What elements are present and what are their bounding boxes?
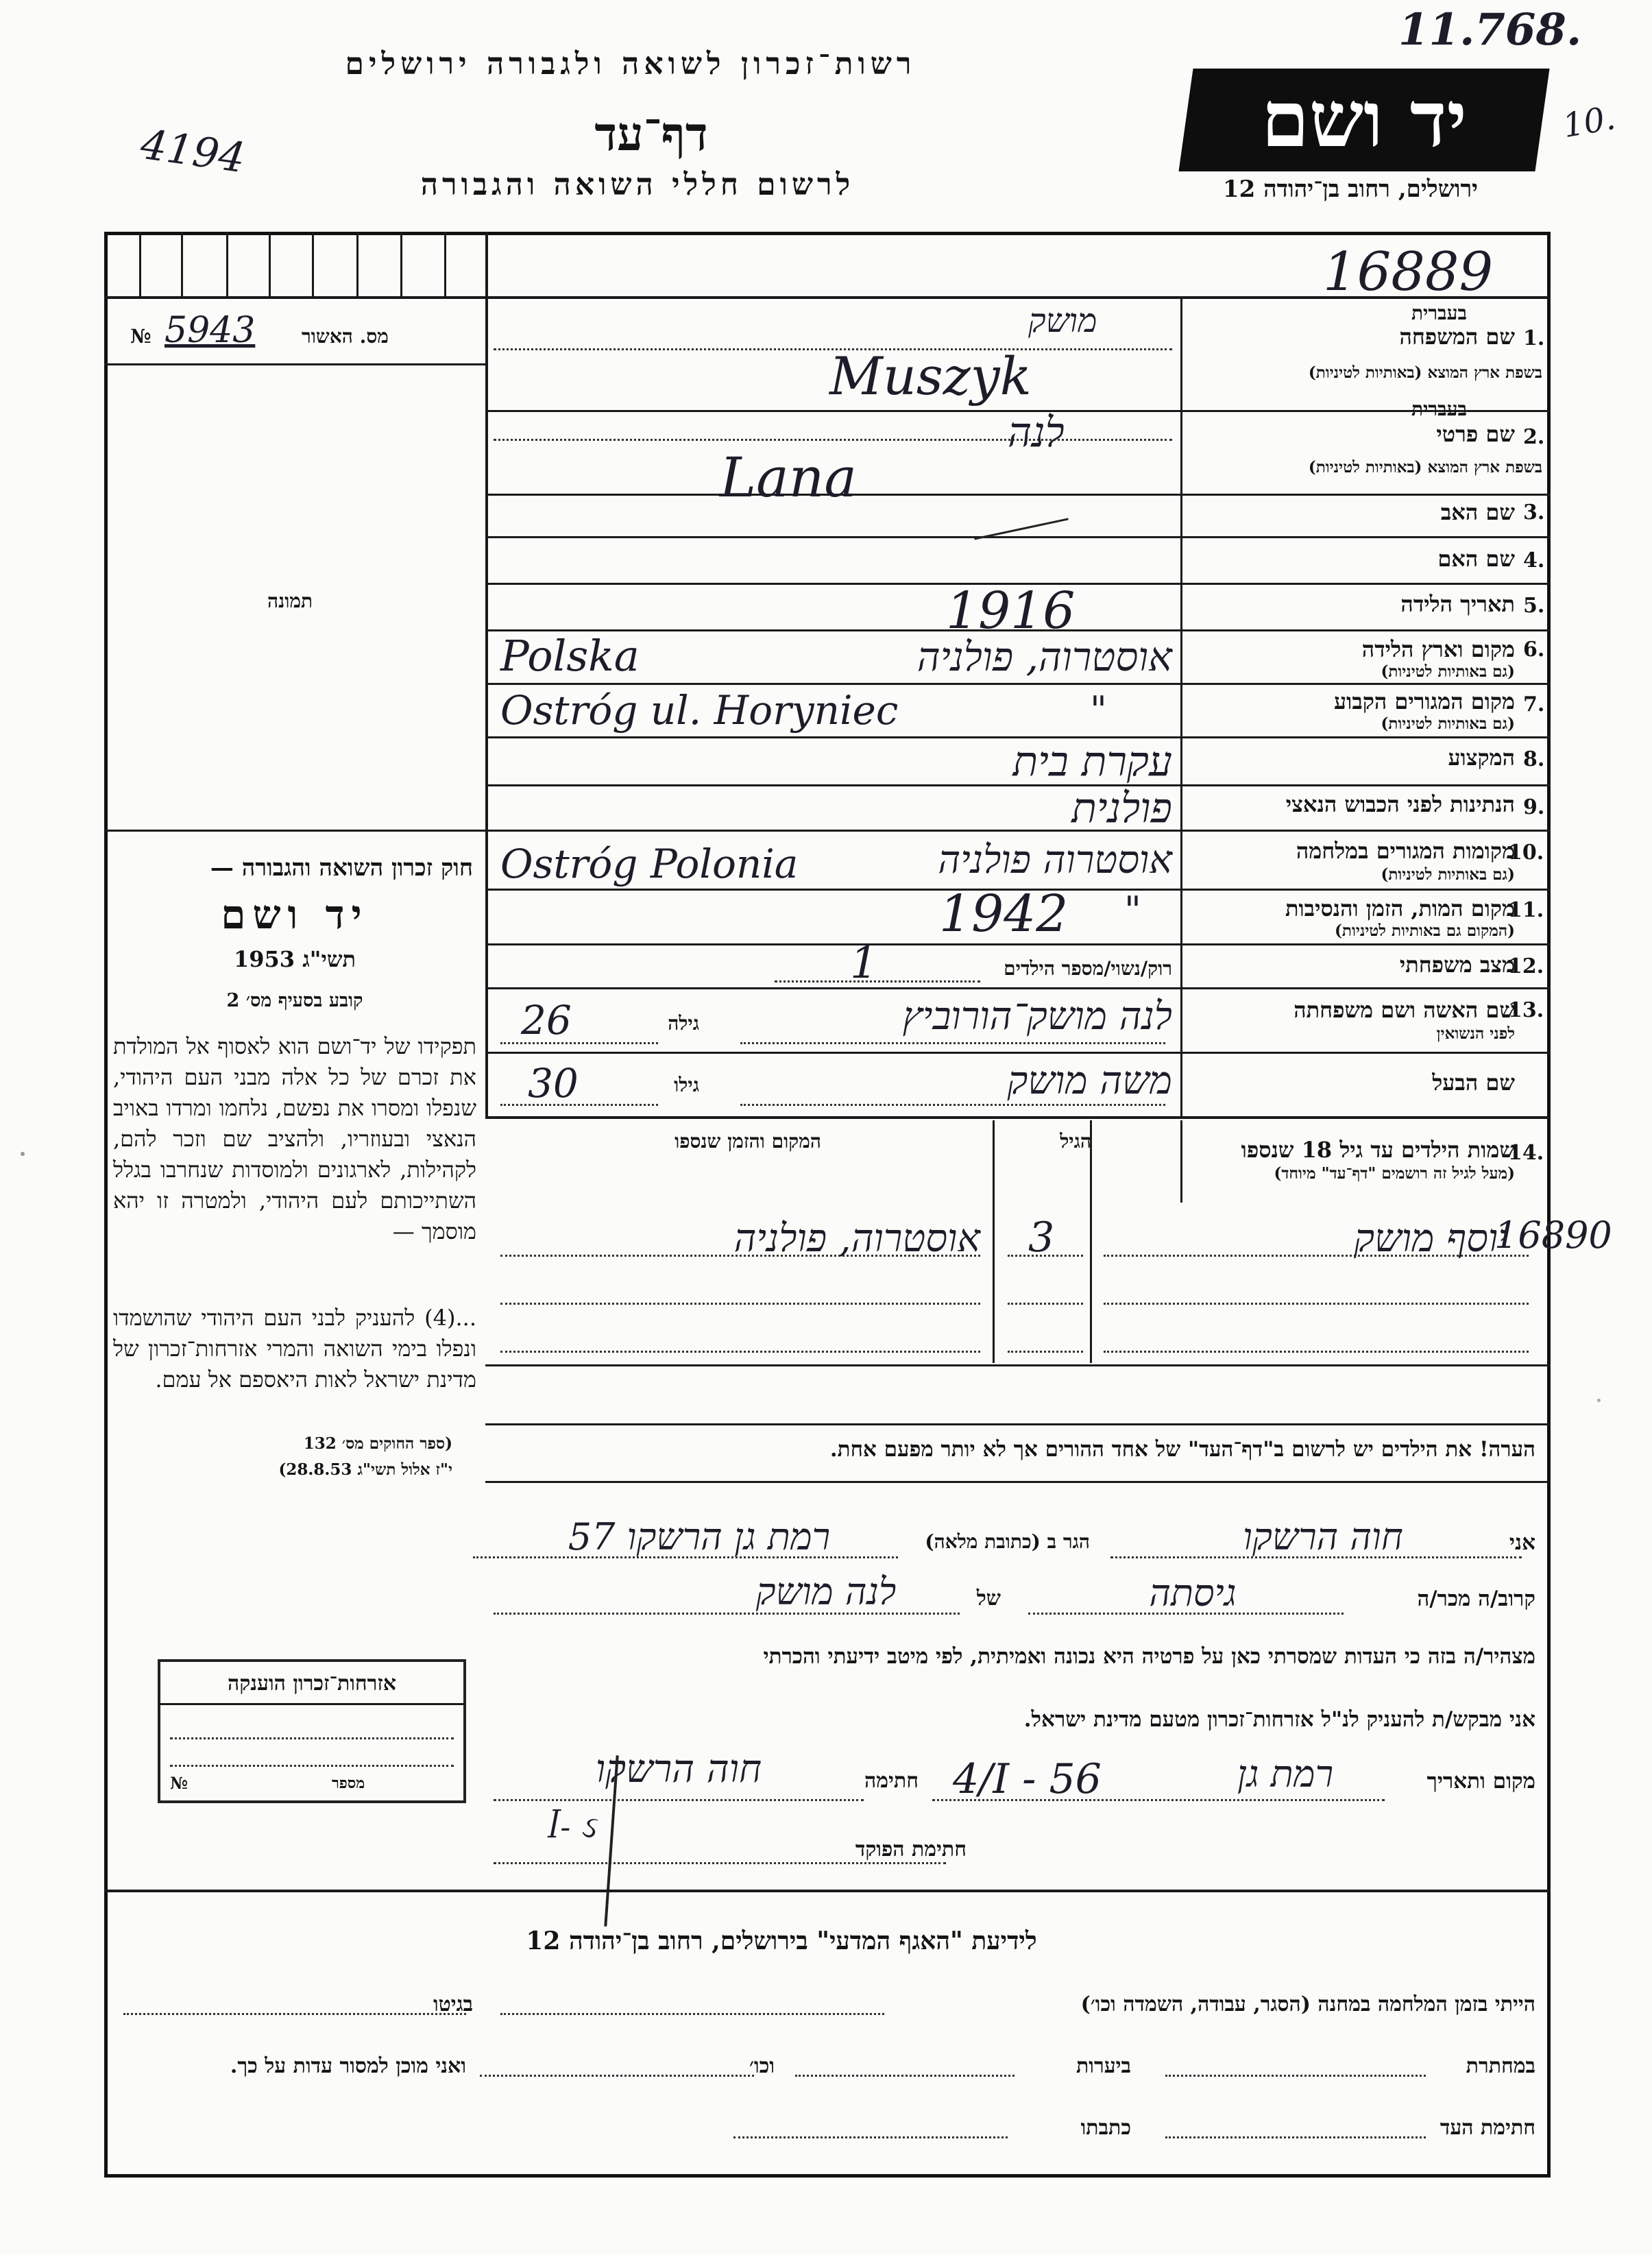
field-11-sub: (המקום גם באותיות לטיניות)	[1335, 921, 1515, 940]
authority-name: רשות־זכרון לשואה ולגבורה ירושלים	[345, 47, 916, 82]
declaration-statement: מצהיר/ה בזה כי העדות שמסרתי כאן על פרטיה היא נכונה ואמיתית, לפי מיטב ידיעתי והכרתי	[763, 1644, 1535, 1669]
field-3-label: שם האב	[1440, 499, 1515, 525]
page-title: דף־עד	[594, 107, 708, 162]
speck	[1597, 1399, 1601, 1402]
husband-age-value: 30	[528, 1060, 579, 1107]
footer-line2-c: וכו׳	[749, 2054, 775, 2078]
declaration-address: רמת גן הרשקו 57	[568, 1515, 831, 1558]
declaration-of-name: לנה מושק	[755, 1570, 897, 1613]
husband-label: שם הבעל	[1432, 1070, 1515, 1096]
law-name: יד ושם	[221, 891, 369, 938]
declaration-signature: חוה הרשקו	[595, 1747, 762, 1792]
logo-text: יד ושם	[1261, 75, 1468, 165]
declaration-officer-label: חתימת הפוקד	[855, 1837, 967, 1861]
field-11-value: 1942	[939, 884, 1069, 943]
husband-age-label: גילו	[674, 1074, 699, 1096]
field-8-value: עקרת בית	[1012, 738, 1172, 786]
husband-value: משה מושק	[1007, 1059, 1172, 1103]
field-7-value-latin: Ostróg ul. Horyniec	[500, 687, 899, 734]
declaration-signature-label: חתימה	[864, 1769, 919, 1793]
approval-label: מס. האשור	[302, 325, 389, 348]
archive-number: 11.768.	[1398, 4, 1582, 56]
footer-line1-a: הייתי בזמן המלחמה במחנה (הסגר, עבודה, השמדה וכו׳)	[1080, 1992, 1535, 2016]
field-1-label: שם המשפחה	[1399, 324, 1515, 350]
children-col-place: המקום והזמן שנספו	[675, 1130, 821, 1153]
law-title: חוק זכרון השואה והגבורה —	[210, 854, 473, 882]
field-7-value-ditto: "	[1090, 688, 1107, 732]
field-2-label: שם פרטי	[1436, 421, 1515, 447]
margin-mark: 10.	[1559, 98, 1618, 146]
field-1-value-hebrew: מושק	[1028, 302, 1097, 340]
field-2-value-latin: Lana	[720, 446, 858, 509]
children-label: שמות הילדים עד גיל 18 שנספו	[1241, 1137, 1515, 1163]
field-6-sub: (גם באותיות לטיניות)	[1381, 662, 1515, 681]
field-13-label: שם האשה ושם משפחתה	[1293, 997, 1515, 1023]
declaration-relation: גיסתה	[1149, 1571, 1237, 1615]
field-9-label: הנתינות לפני הכבוש הנאצי	[1285, 791, 1515, 817]
approval-number: 5943	[165, 310, 256, 351]
field-13-number: 13.	[1508, 998, 1544, 1022]
field-1-value-latin: Muszyk	[829, 346, 1032, 407]
field-3-number: 3.	[1523, 501, 1545, 524]
officer-signature-scribble: ꟾ‑ ઽ	[548, 1810, 596, 1845]
declaration-i-label: אני	[1509, 1530, 1535, 1555]
footer-line3-a: חתימת העד	[1440, 2116, 1535, 2140]
law-year: תשי"ג 1953	[234, 946, 356, 972]
field-6-number: 6.	[1523, 638, 1545, 662]
field-11-number: 11.	[1508, 898, 1544, 922]
field-9-value: פולנית	[1071, 784, 1172, 832]
declaration-of-label: של	[976, 1587, 1001, 1611]
field-11-label: מקום המות, הזמן והנסיבות	[1285, 895, 1515, 921]
child-1-age: 3	[1028, 1214, 1055, 1262]
footer-line2-a: במחתרת	[1466, 2054, 1535, 2078]
children-col-age: הגיל	[1060, 1130, 1091, 1153]
note-text: הערה! את הילדים יש לרשום ב"דף־העד" של אחד ההורים אך לא יותר מפעם אחת.	[829, 1437, 1535, 1462]
declaration-relative-label: קרוב/ה מכר/ה	[1417, 1587, 1535, 1611]
logo-block	[1178, 69, 1549, 171]
field-1-sub: בשפת ארץ המוצא (באותיות לטיניות)	[1308, 363, 1542, 382]
declaration-declarant: חוה הרשקו	[1243, 1515, 1403, 1558]
child-1-name: יוסף מושק	[1354, 1216, 1508, 1261]
photo-label: תמונה	[267, 590, 313, 612]
field-12-number: 12.	[1508, 954, 1544, 978]
field-6-value-hebrew: אוסטרוה, פולניה	[916, 634, 1172, 680]
children-sub: (מעל לגיל זה רושמים "דף־עד" מיוחד)	[1274, 1164, 1515, 1183]
field-9-number: 9.	[1523, 795, 1545, 819]
field-10-label: מקומות המגורים במלחמה	[1296, 838, 1515, 864]
citizenship-box-title: אזרחות־זכרון הוענקה	[227, 1672, 397, 1696]
field-2-value-hebrew: לנה	[1008, 409, 1065, 457]
citizenship-box-no-sign: №	[170, 1773, 189, 1793]
field-4-number: 4.	[1523, 548, 1545, 572]
field-10-value-latin: Ostróg Polonia	[500, 841, 799, 887]
law-section: קובע בסעיף מס׳ 2	[226, 990, 363, 1011]
field-5-number: 5.	[1523, 594, 1545, 618]
field-13-age-label: גילה	[668, 1012, 699, 1035]
field-13-sub: לפני הנשואין	[1436, 1024, 1515, 1043]
page-subtitle: לרשום חללי השואה והגבורה	[420, 167, 855, 202]
field-8-number: 8.	[1523, 747, 1545, 771]
field-7-sub: (גם באותיות לטיניות)	[1381, 714, 1515, 733]
children-number: 14.	[1508, 1141, 1544, 1165]
footer-heading: לידיעת "האגף המדעי" בירושלים, רחוב בן־יהודה 12	[526, 1927, 1037, 1955]
field-10-number: 10.	[1508, 841, 1544, 865]
child-1-form-number: 16890	[1494, 1214, 1612, 1257]
declaration-place-date-label: מקום ותאריך	[1426, 1769, 1535, 1794]
footer-line3-b: כתבתו	[1080, 2116, 1131, 2140]
law-reference-2: י"ז אלול תשי"ג 28.8.53)	[278, 1460, 452, 1479]
field-2-sub: בשפת ארץ המוצא (באותיות לטיניות)	[1308, 458, 1542, 477]
declaration-place: רמת גן	[1237, 1752, 1334, 1796]
field-11-value-ditto: "	[1124, 889, 1141, 932]
field-12-value: 1	[850, 938, 878, 989]
law-text: תפקידו של יד־ושם הוא לאסוף אל המולדת את זכרם של כל אלה מבני העם היהודי, שנפלו ומסרו את נפשם, נלחמו ומרדו באויב הנאצי ובעוזריו, ולהציב שם וזכר להם, לקהילות, לארגונים ולמוסדות שנחרבו בגלל השתייכותם לעם היהודי, ולמטרה זו יהא מוסמך —	[113, 1033, 476, 1244]
field-6-label: מקום וארץ הלידה	[1361, 636, 1515, 662]
field-10-value-hebrew: אוסטרוה פולניה	[938, 838, 1172, 882]
field-1-hebrew-tag: בעברית	[1411, 302, 1467, 324]
field-1-number: 1.	[1523, 326, 1545, 350]
field-12-inline-label: רוק/נשוי/מספר הילדים	[1004, 957, 1172, 980]
declaration-resides-label: הגר ב (כתובת מלאה)	[925, 1530, 1090, 1553]
declaration-request: אני מבקש/ת להעניק לנ"ל אזרחות־זכרון מטעם מדינת ישראל.	[1023, 1707, 1535, 1732]
citizenship-box-no-label: מספר	[332, 1774, 365, 1792]
law-text-2: ...(4) להעניק לבני העם היהודי שהושמדו ונפלו בימי השואה והמרי אזרחות־זכרון של מדינת ישראל לאות היאספם אל עמם.	[113, 1305, 476, 1392]
field-10-sub: (גם באותיות לטיניות)	[1381, 865, 1515, 884]
footer-line1-b: בגיטו	[433, 1992, 473, 2016]
child-1-place: אוסטרוה, פולניה	[733, 1216, 980, 1261]
declaration-date: 4/I - 56	[953, 1755, 1102, 1803]
field-13-age-value: 26	[521, 997, 572, 1044]
speck	[21, 1152, 25, 1156]
field-12-label: מצב משפחתי	[1399, 952, 1515, 978]
field-13-value: לנה מושק־הורוביץ	[902, 994, 1172, 1039]
footer-line2-b: ביערות	[1076, 2054, 1131, 2078]
field-5-value: 1916	[946, 581, 1076, 640]
form-number: 16889	[1323, 241, 1494, 303]
field-6-value-latin: Polska	[500, 631, 640, 681]
field-4-label: שם האם	[1437, 546, 1515, 572]
citizenship-box	[158, 1659, 466, 1803]
field-5-label: תאריך הלידה	[1400, 591, 1515, 617]
law-reference-1: (ספר החוקים מס׳ 132	[303, 1434, 452, 1453]
field-7-number: 7.	[1523, 692, 1545, 716]
approval-no-sign: №	[130, 325, 151, 348]
address: ירושלים, רחוב בן־יהודה 12	[1222, 176, 1479, 203]
field-8-label: המקצוע	[1448, 745, 1515, 771]
field-2-hebrew-tag: בעברית	[1411, 398, 1467, 420]
handwritten-left-number: 4194	[137, 120, 248, 183]
footer-line2-d: ואני מוכן למסור עדות על כך.	[230, 2054, 466, 2078]
field-7-label: מקום המגורים הקבוע	[1334, 688, 1515, 714]
field-2-number: 2.	[1523, 425, 1545, 449]
